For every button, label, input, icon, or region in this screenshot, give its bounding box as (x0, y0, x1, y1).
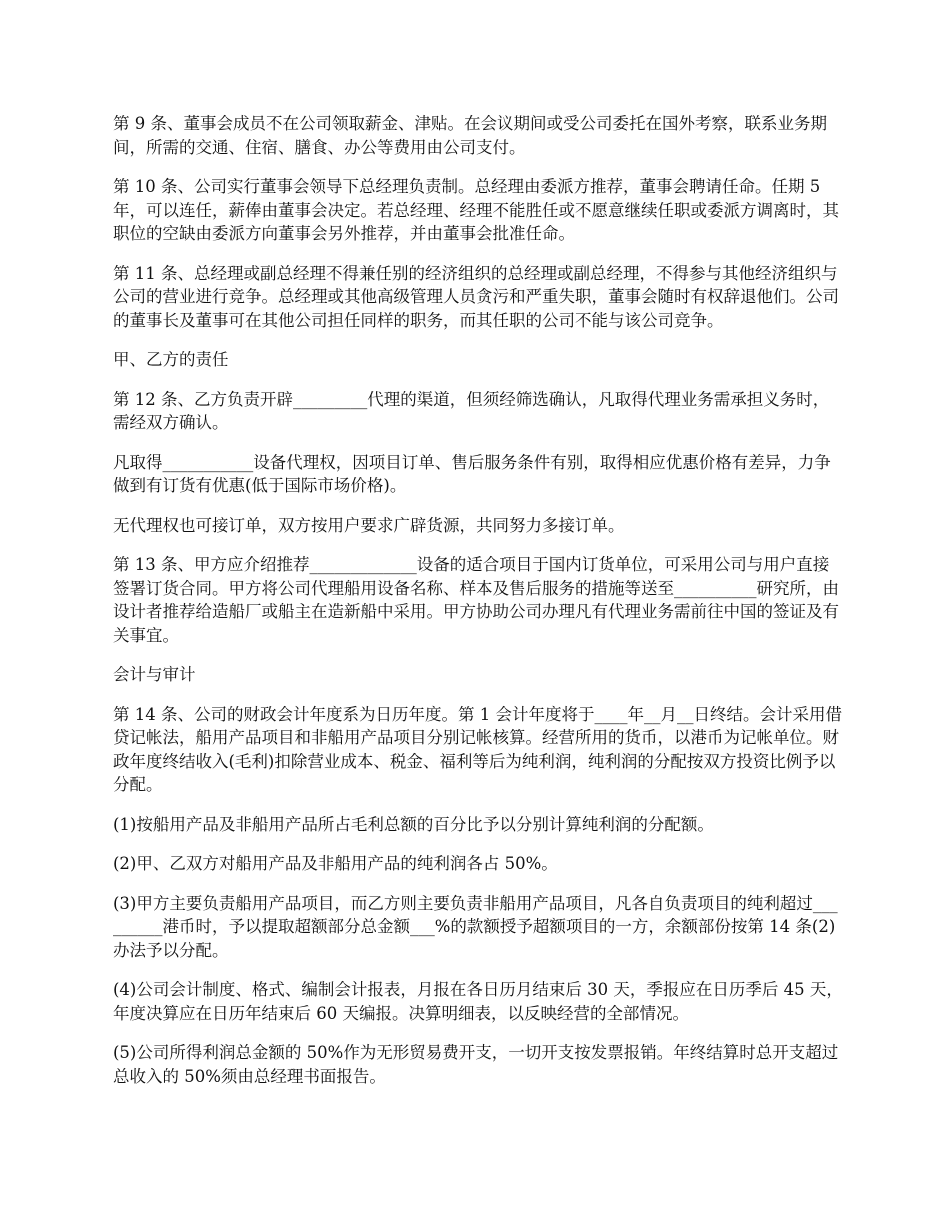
clause-2-paragraph: (2)甲、乙双方对船用产品及非船用产品的纯利润各占 50%。 (113, 854, 558, 873)
clause-4-paragraph: (4)公司会计制度、格式、编制会计报表，月报在各日历月结束后 30 天，季报应在日历季后 45 天，年度决算应在日历年结束后 60 天编报。决算明细表，以反映经营的全部情况。 (113, 980, 843, 1023)
document-page (113, 112, 843, 1104)
article-14-paragraph: 第 14 条、公司的财政会计年度系为日历年度。第 1 会计年度将于____年__月__日终结。会计采用借贷记帐法，船用产品项目和非船用产品项目分别记帐核算。经营所用的货币，以港币为记帐单位。财政年度终结收入(毛利)扣除营业成本、税金、福利等后为纯利润，纯利润的分配按双方投资比例予以分配。 (113, 704, 842, 794)
article-11-paragraph: 第 11 条、总经理或副总经理不得兼任别的经济组织的总经理或副总经理，不得参与其他经济组织与公司的营业进行竞争。总经理或其他高级管理人员贪污和严重失职，董事会随时有权辞退他们。公司的董事长及董事可在其他公司担任同样的职务，而其任职的公司不能与该公司竞争。 (113, 263, 839, 330)
article-13-paragraph: 第 13 条、甲方应介绍推荐_____________设备的适合项目于国内订货单位，可采用公司与用户直接签署订货合同。甲方将公司代理船用设备名称、样本及售后服务的措施等送至__________研究所，由设计者推荐给造船厂或船主在造新船中采用。甲方协助公司办理凡有代理业务需前往中国的签证及有关事宜。 (113, 555, 839, 645)
section-heading-accounting: 会计与审计 (113, 665, 196, 684)
clause-3-paragraph: (3)甲方主要负责船用产品项目，而乙方则主要负责非船用产品项目，凡各自负责项目的纯利超过_________港币时，予以提取超额部分总金额___%的款额授予超额项目的一方，余额部份按第 14 条(2)办法予以分配。 (113, 893, 838, 960)
section-heading-responsibilities: 甲、乙方的责任 (113, 350, 229, 369)
article-9-paragraph: 第 9 条、董事会成员不在公司领取薪金、津贴。在会议期间或受公司委托在国外考察，联系业务期间，所需的交通、住宿、膳食、办公等费用由公司支付。 (113, 114, 827, 157)
clause-5-paragraph: (5)公司所得利润总金额的 50%作为无形贸易费开支，一切开支按发票报销。年终结算时总开支超过总收入的 50%须由总经理书面报告。 (113, 1043, 839, 1086)
article-10-paragraph: 第 10 条、公司实行董事会领导下总经理负责制。总经理由委派方推荐，董事会聘请任命。任期 5 年，可以连任，薪俸由董事会决定。若总经理、经理不能胜任或不愿意继续任职或委派方调离时，其职位的空缺由委派方向董事会另外推荐，并由董事会批准任命。 (113, 177, 839, 243)
agency-rights-paragraph: 凡取得___________设备代理权，因项目订单、售后服务条件有别，取得相应优惠价格有差异，力争做到有订货有优惠(低于国际市场价格)。 (113, 452, 831, 495)
no-agency-orders-paragraph: 无代理权也可接订单，双方按用户要求广辟货源，共同努力多接订单。 (113, 515, 625, 535)
article-12-paragraph: 第 12 条、乙方负责开辟_________代理的渠道，但须经筛选确认，凡取得代理业务需承担义务时，需经双方确认。 (113, 389, 830, 432)
clause-1-paragraph: (1)按船用产品及非船用产品所占毛利总额的百分比予以分别计算纯利润的分配额。 (113, 814, 714, 834)
